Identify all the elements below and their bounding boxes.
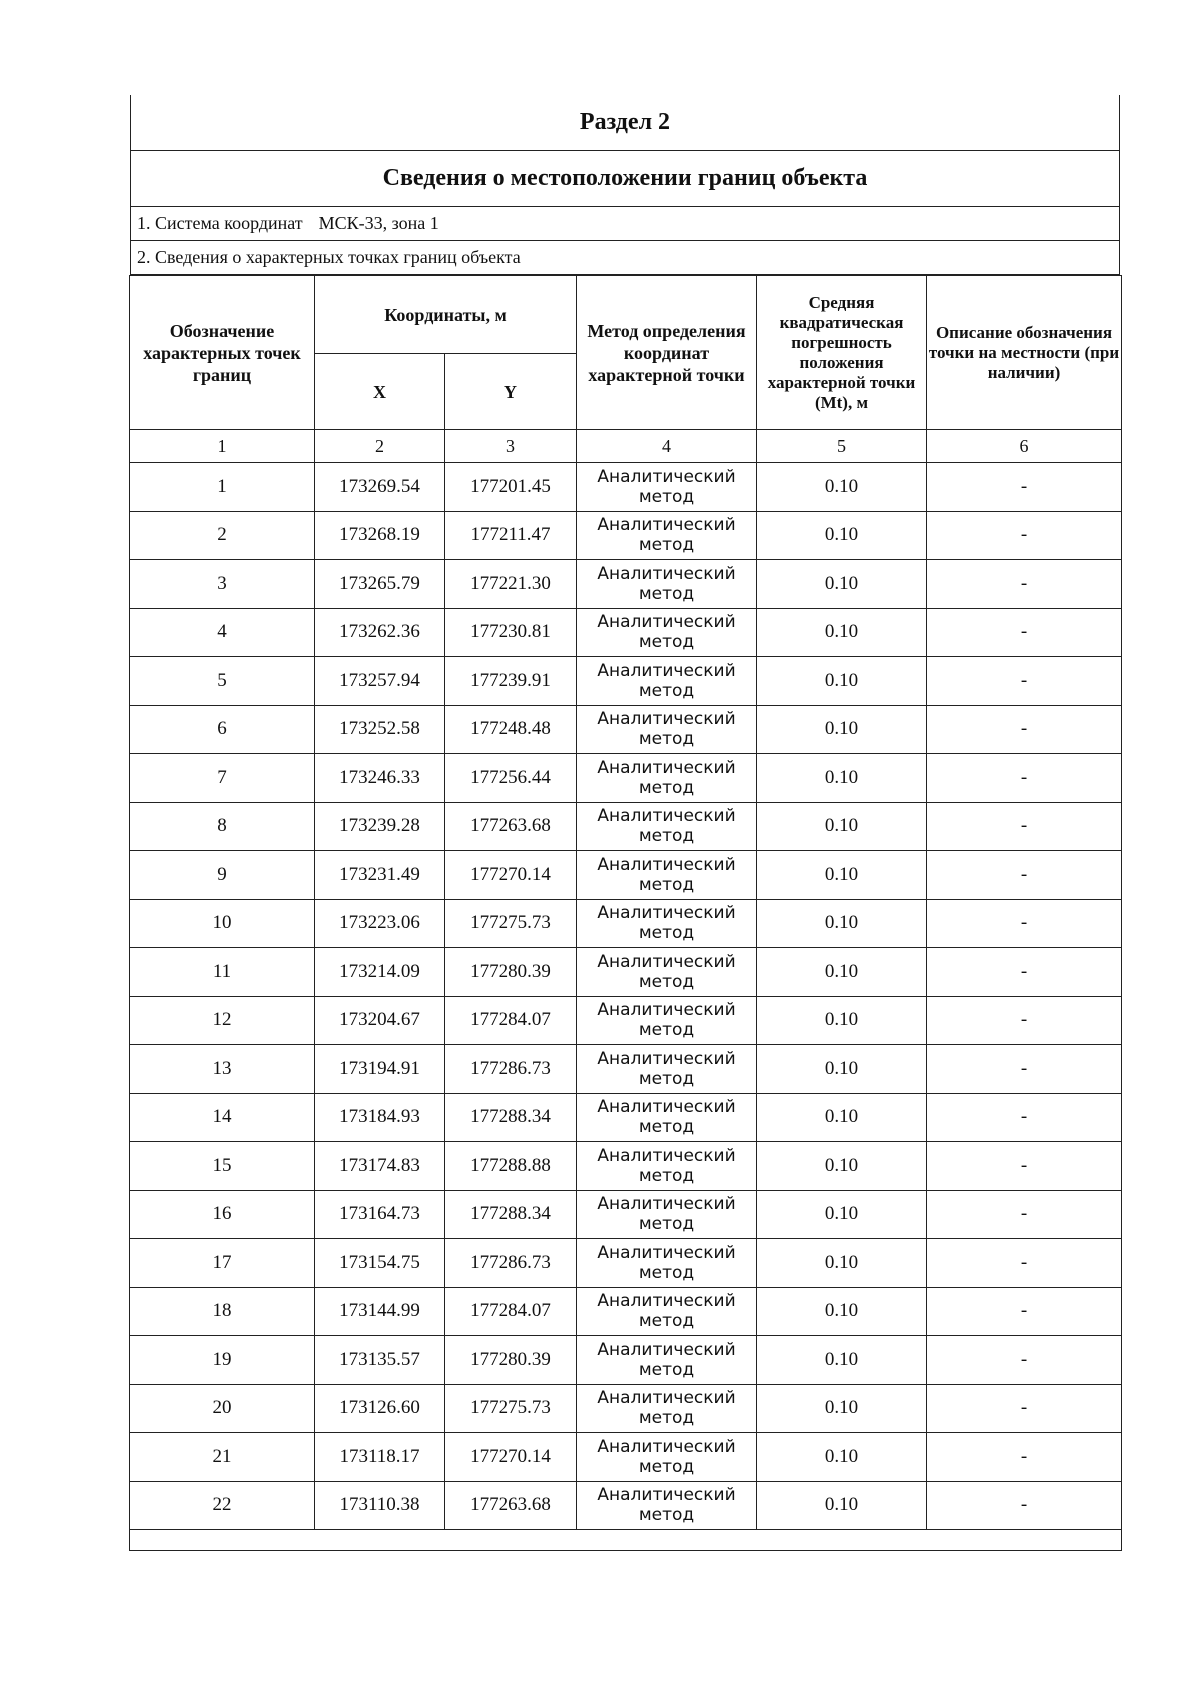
coordinate-system-value: МСК-33, зона 1 [318,213,439,233]
cell-point-number: 14 [130,1093,315,1142]
cell-point-number: 5 [130,657,315,706]
cell-method: Аналитический метод [577,1045,757,1094]
cell-x: 173246.33 [315,754,445,803]
cell-error: 0.10 [757,1287,927,1336]
cell-description: - [927,1433,1122,1482]
column-number: 3 [445,430,577,463]
table-row [130,1239,1122,1288]
cell-y: 177256.44 [445,754,577,803]
cell-description: - [927,1481,1122,1530]
table-row [130,851,1122,900]
table-row [130,463,1122,512]
cell-point-number: 11 [130,948,315,997]
table-footer-row [130,1530,1122,1551]
table-row [130,1336,1122,1385]
cell-y: 177230.81 [445,608,577,657]
cell-description: - [927,1045,1122,1094]
cell-x: 173164.73 [315,1190,445,1239]
cell-error: 0.10 [757,1093,927,1142]
cell-error: 0.10 [757,511,927,560]
cell-method: Аналитический метод [577,463,757,512]
cell-y: 177280.39 [445,1336,577,1385]
cell-error: 0.10 [757,1190,927,1239]
cell-method: Аналитический метод [577,1239,757,1288]
cell-error: 0.10 [757,1239,927,1288]
table-row [130,1093,1122,1142]
cell-point-number: 1 [130,463,315,512]
cell-method: Аналитический метод [577,948,757,997]
cell-method: Аналитический метод [577,560,757,609]
table-row [130,560,1122,609]
cell-method: Аналитический метод [577,851,757,900]
boundary-points-table [129,275,1122,1551]
cell-error: 0.10 [757,1336,927,1385]
column-number: 1 [130,430,315,463]
table-row [130,511,1122,560]
cell-x: 173252.58 [315,705,445,754]
cell-method: Аналитический метод [577,996,757,1045]
cell-error: 0.10 [757,996,927,1045]
cell-y: 177263.68 [445,802,577,851]
cell-description: - [927,948,1122,997]
cell-method: Аналитический метод [577,1384,757,1433]
table-row [130,1142,1122,1191]
cell-point-number: 16 [130,1190,315,1239]
cell-x: 173257.94 [315,657,445,706]
cell-y: 177239.91 [445,657,577,706]
page-subtitle: Сведения о местоположении границ объекта [131,151,1119,207]
cell-description: - [927,1190,1122,1239]
cell-x: 173239.28 [315,802,445,851]
table-row [130,996,1122,1045]
cell-point-number: 22 [130,1481,315,1530]
cell-point-number: 10 [130,899,315,948]
cell-x: 173194.91 [315,1045,445,1094]
header-coordinates: Координаты, м [315,276,577,354]
cell-x: 173204.67 [315,996,445,1045]
table-row [130,1481,1122,1530]
cell-point-number: 4 [130,608,315,657]
cell-description: - [927,608,1122,657]
cell-y: 177288.34 [445,1093,577,1142]
cell-x: 173262.36 [315,608,445,657]
cell-description: - [927,511,1122,560]
cell-x: 173154.75 [315,1239,445,1288]
cell-error: 0.10 [757,463,927,512]
table-row [130,705,1122,754]
cell-y: 177288.88 [445,1142,577,1191]
table-row [130,608,1122,657]
cell-point-number: 2 [130,511,315,560]
cell-description: - [927,1239,1122,1288]
document-page [130,95,1120,1551]
cell-method: Аналитический метод [577,1093,757,1142]
cell-point-number: 15 [130,1142,315,1191]
cell-error: 0.10 [757,754,927,803]
cell-x: 173268.19 [315,511,445,560]
cell-method: Аналитический метод [577,705,757,754]
table-row [130,754,1122,803]
cell-error: 0.10 [757,560,927,609]
header-y: Y [445,354,577,430]
cell-x: 173231.49 [315,851,445,900]
cell-description: - [927,802,1122,851]
cell-method: Аналитический метод [577,754,757,803]
column-number: 2 [315,430,445,463]
cell-error: 0.10 [757,1481,927,1530]
cell-method: Аналитический метод [577,802,757,851]
cell-x: 173135.57 [315,1336,445,1385]
cell-method: Аналитический метод [577,657,757,706]
table-row [130,948,1122,997]
cell-point-number: 12 [130,996,315,1045]
table-row [130,1384,1122,1433]
cell-y: 177275.73 [445,899,577,948]
cell-point-number: 17 [130,1239,315,1288]
cell-method: Аналитический метод [577,1190,757,1239]
cell-description: - [927,1287,1122,1336]
cell-description: - [927,1336,1122,1385]
cell-point-number: 18 [130,1287,315,1336]
cell-error: 0.10 [757,802,927,851]
cell-point-number: 19 [130,1336,315,1385]
cell-y: 177286.73 [445,1045,577,1094]
cell-error: 0.10 [757,899,927,948]
cell-error: 0.10 [757,608,927,657]
table-row [130,1045,1122,1094]
cell-y: 177280.39 [445,948,577,997]
cell-method: Аналитический метод [577,511,757,560]
cell-x: 173110.38 [315,1481,445,1530]
cell-x: 173184.93 [315,1093,445,1142]
header-error: Средняя квадратическая погрешность положения характерной точки (Mt), м [757,276,927,430]
cell-method: Аналитический метод [577,1481,757,1530]
document-frame [130,95,1120,275]
cell-y: 177270.14 [445,851,577,900]
cell-description: - [927,851,1122,900]
cell-y: 177286.73 [445,1239,577,1288]
cell-point-number: 6 [130,705,315,754]
cell-error: 0.10 [757,1433,927,1482]
cell-error: 0.10 [757,948,927,997]
cell-x: 173214.09 [315,948,445,997]
table-row [130,899,1122,948]
cell-x: 173144.99 [315,1287,445,1336]
cell-method: Аналитический метод [577,1336,757,1385]
cell-description: - [927,560,1122,609]
points-heading: 2. Сведения о характерных точках границ объекта [131,241,1119,275]
cell-point-number: 3 [130,560,315,609]
cell-method: Аналитический метод [577,899,757,948]
cell-error: 0.10 [757,657,927,706]
table-body [130,463,1122,1530]
cell-method: Аналитический метод [577,1433,757,1482]
table-row [130,802,1122,851]
cell-y: 177263.68 [445,1481,577,1530]
cell-y: 177248.48 [445,705,577,754]
cell-y: 177221.30 [445,560,577,609]
cell-y: 177288.34 [445,1190,577,1239]
cell-error: 0.10 [757,1384,927,1433]
table-row [130,1433,1122,1482]
cell-point-number: 8 [130,802,315,851]
cell-description: - [927,1142,1122,1191]
cell-description: - [927,705,1122,754]
cell-error: 0.10 [757,1045,927,1094]
header-method: Метод определения координат характерной точки [577,276,757,430]
cell-y: 177211.47 [445,511,577,560]
column-number: 4 [577,430,757,463]
column-numbers-row [130,430,1122,463]
cell-point-number: 9 [130,851,315,900]
cell-y: 177201.45 [445,463,577,512]
table-row [130,657,1122,706]
cell-method: Аналитический метод [577,608,757,657]
header-description: Описание обозначения точки на местности (при наличии) [927,276,1122,430]
cell-y: 177284.07 [445,996,577,1045]
coordinate-system-row [131,207,1119,241]
header-x: X [315,354,445,430]
table-row [130,1287,1122,1336]
cell-point-number: 20 [130,1384,315,1433]
coordinate-system-label: 1. Система координат [137,213,303,233]
cell-description: - [927,1093,1122,1142]
cell-y: 177275.73 [445,1384,577,1433]
cell-point-number: 7 [130,754,315,803]
cell-y: 177284.07 [445,1287,577,1336]
cell-point-number: 13 [130,1045,315,1094]
cell-x: 173223.06 [315,899,445,948]
column-number: 6 [927,430,1122,463]
table-row [130,1190,1122,1239]
cell-error: 0.10 [757,1142,927,1191]
cell-x: 173174.83 [315,1142,445,1191]
cell-method: Аналитический метод [577,1287,757,1336]
cell-description: - [927,996,1122,1045]
cell-x: 173126.60 [315,1384,445,1433]
cell-x: 173118.17 [315,1433,445,1482]
cell-description: - [927,463,1122,512]
cell-description: - [927,657,1122,706]
column-number: 5 [757,430,927,463]
cell-error: 0.10 [757,705,927,754]
header-designation: Обозначение характерных точек границ [130,276,315,430]
section-title: Раздел 2 [131,95,1119,151]
cell-method: Аналитический метод [577,1142,757,1191]
cell-point-number: 21 [130,1433,315,1482]
cell-description: - [927,899,1122,948]
cell-x: 173269.54 [315,463,445,512]
cell-description: - [927,1384,1122,1433]
cell-y: 177270.14 [445,1433,577,1482]
cell-description: - [927,754,1122,803]
cell-x: 173265.79 [315,560,445,609]
cell-error: 0.10 [757,851,927,900]
